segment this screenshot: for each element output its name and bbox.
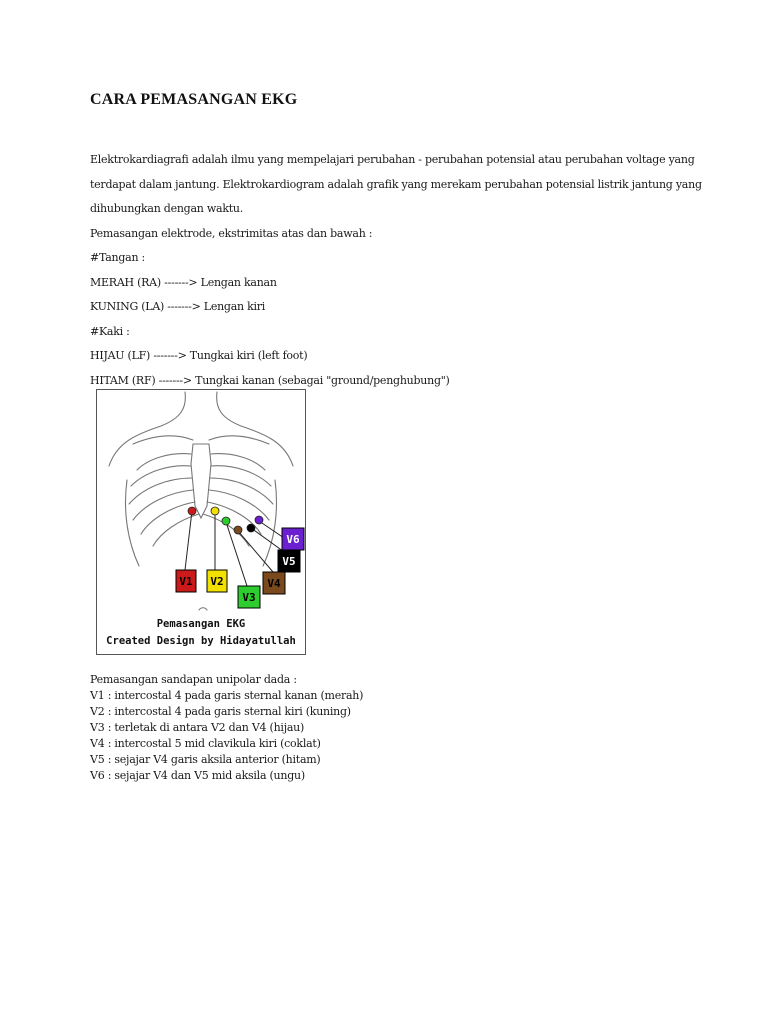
electrode-v4: [234, 526, 242, 534]
text-line: #Tangan :: [90, 251, 145, 264]
electrode-v3: [222, 517, 230, 525]
text-line: HIJAU (LF) -------> Tungkai kiri (left foot): [90, 349, 308, 362]
text-line: KUNING (LA) -------> Lengan kiri: [90, 300, 266, 313]
lead-item-v5: V5 : sejajar V4 garis aksila anterior (hitam): [90, 753, 321, 766]
intro-paragraph: [90, 148, 702, 393]
document-title: CARA PEMASANGAN EKG: [90, 91, 298, 108]
text-line: #Kaki :: [90, 324, 130, 338]
chest-leads-list: [90, 672, 680, 784]
text-line: Pemasangan elektrode, ekstrimitas atas dan bawah :: [90, 226, 373, 240]
lead-item-v2: V2 : intercostal 4 pada garis sternal kiri (kuning): [90, 705, 351, 718]
electrode-v2: [211, 507, 219, 515]
text-line: MERAH (RA) -------> Lengan kanan: [90, 275, 277, 289]
text-line: dihubungkan dengan waktu.: [90, 202, 243, 215]
electrode-v5: [247, 524, 255, 532]
leads-heading: Pemasangan sandapan unipolar dada :: [90, 673, 297, 686]
electrode-v6: [255, 516, 263, 524]
figure-caption-credit: Created Design by Hidayatullah: [106, 635, 296, 647]
lead-item-v3: V3 : terletak di antara V2 dan V4 (hijau): [90, 721, 305, 734]
text-line: terdapat dalam jantung. Elektrokardiogram adalah grafik yang merekam perubahan potensial listrik jantung yang: [90, 177, 702, 191]
chest-illustration: [97, 390, 305, 654]
lead-item-v4: V4 : intercostal 5 mid clavikula kiri (coklat): [90, 737, 321, 750]
label-v6: V6: [286, 533, 300, 546]
ekg-chest-diagram: [96, 389, 306, 655]
electrode-v1: [188, 507, 196, 515]
text-line: Elektrokardiagrafi adalah ilmu yang mempelajari perubahan - perubahan potensial atau perubahan voltage yang: [90, 153, 695, 166]
figure-caption-title: Pemasangan EKG: [156, 618, 246, 630]
label-v2: V2: [210, 575, 224, 588]
label-v5: V5: [282, 555, 296, 568]
label-v1: V1: [179, 575, 193, 588]
label-v4: V4: [267, 577, 281, 590]
lead-item-v6: V6 : sejajar V4 dan V5 mid aksila (ungu): [90, 769, 305, 782]
text-line: HITAM (RF) -------> Tungkai kanan (sebagai "ground/penghubung"): [90, 373, 450, 387]
lead-item-v1: V1 : intercostal 4 pada garis sternal kanan (merah): [90, 689, 364, 702]
label-v3: V3: [242, 591, 256, 604]
